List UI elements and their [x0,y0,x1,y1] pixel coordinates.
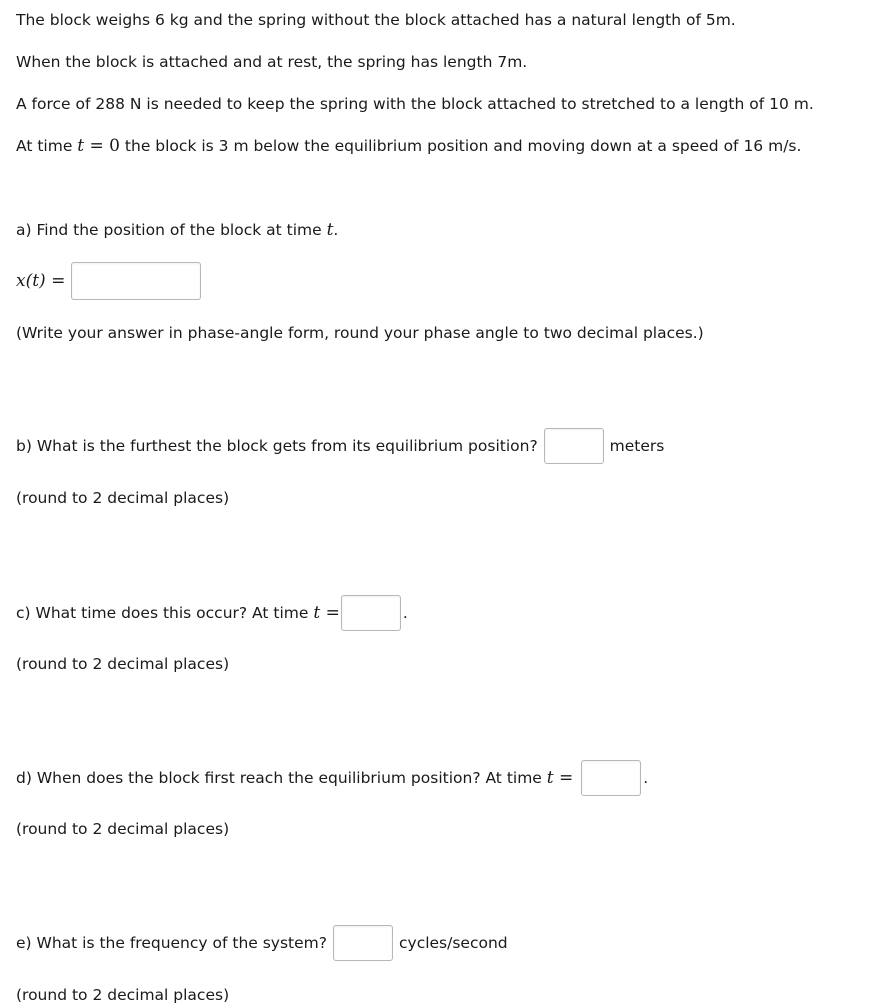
part-d-eq: = [553,768,574,788]
intro-eq-zero: = 0 [84,136,120,156]
part-b-question-text: b) What is the furthest the block gets from its equilibrium position? [16,437,538,455]
part-d-hint-text: (round to 2 decimal places) [16,820,230,838]
part-e-unit: cycles/second [399,934,508,952]
part-a-question-end: . [333,221,339,239]
part-b-unit: meters [609,437,665,455]
intro-line-1 [16,9,736,31]
intro-line-3 [16,93,814,115]
intro-text-2: When the block is attached and at rest, the spring has length 7m. [16,53,528,71]
part-d-answer-input[interactable] [581,760,641,796]
part-a-var-t: t [326,220,334,240]
part-e-question-text: e) What is the frequency of the system? [16,934,327,952]
part-d-question [16,760,648,796]
part-a-answer-row [16,262,201,300]
part-c-hint-text: (round to 2 decimal places) [16,655,230,673]
part-e-answer-input[interactable] [333,925,393,961]
part-e-hint [16,984,229,1006]
part-a-lhs: x(t) = [16,271,66,291]
part-d-question-text: d) When does the block first reach the equilibrium position? At time [16,769,547,787]
part-e-question [16,925,508,961]
part-a-question [16,219,338,241]
part-a-question-text: a) Find the position of the block at time [16,221,327,239]
part-d-period: . [643,769,649,787]
intro-var-t: t [77,136,85,156]
part-c-eq: = [320,603,340,623]
part-a-hint-text: (Write your answer in phase-angle form, round your phase angle to two decimal places.) [16,324,704,342]
intro-text-1: The block weighs 6 kg and the spring without the block attached has a natural length of 5m. [16,11,736,29]
part-c-question [16,595,408,631]
part-b-question [16,428,664,464]
part-b-answer-input[interactable] [544,428,604,464]
part-b-hint-text: (round to 2 decimal places) [16,489,230,507]
part-d-var-t: t [546,768,554,788]
part-c-period: . [402,604,408,622]
part-c-var-t: t [313,603,321,623]
part-b-hint [16,487,229,509]
intro-text-4-post: the block is 3 m below the equilibrium position and moving down at a speed of 16 m/s. [120,137,802,155]
intro-line-2 [16,51,527,73]
intro-text-3: A force of 288 N is needed to keep the spring with the block attached to stretched to a length of 10 m. [16,95,814,113]
part-d-hint [16,818,229,840]
intro-line-4 [16,135,801,157]
part-c-hint [16,653,229,675]
part-a-answer-input[interactable] [71,262,201,300]
part-e-hint-text: (round to 2 decimal places) [16,986,230,1004]
part-c-question-text: c) What time does this occur? At time [16,604,314,622]
part-c-answer-input[interactable] [341,595,401,631]
intro-text-4-pre: At time [16,137,78,155]
part-a-hint [16,322,704,344]
